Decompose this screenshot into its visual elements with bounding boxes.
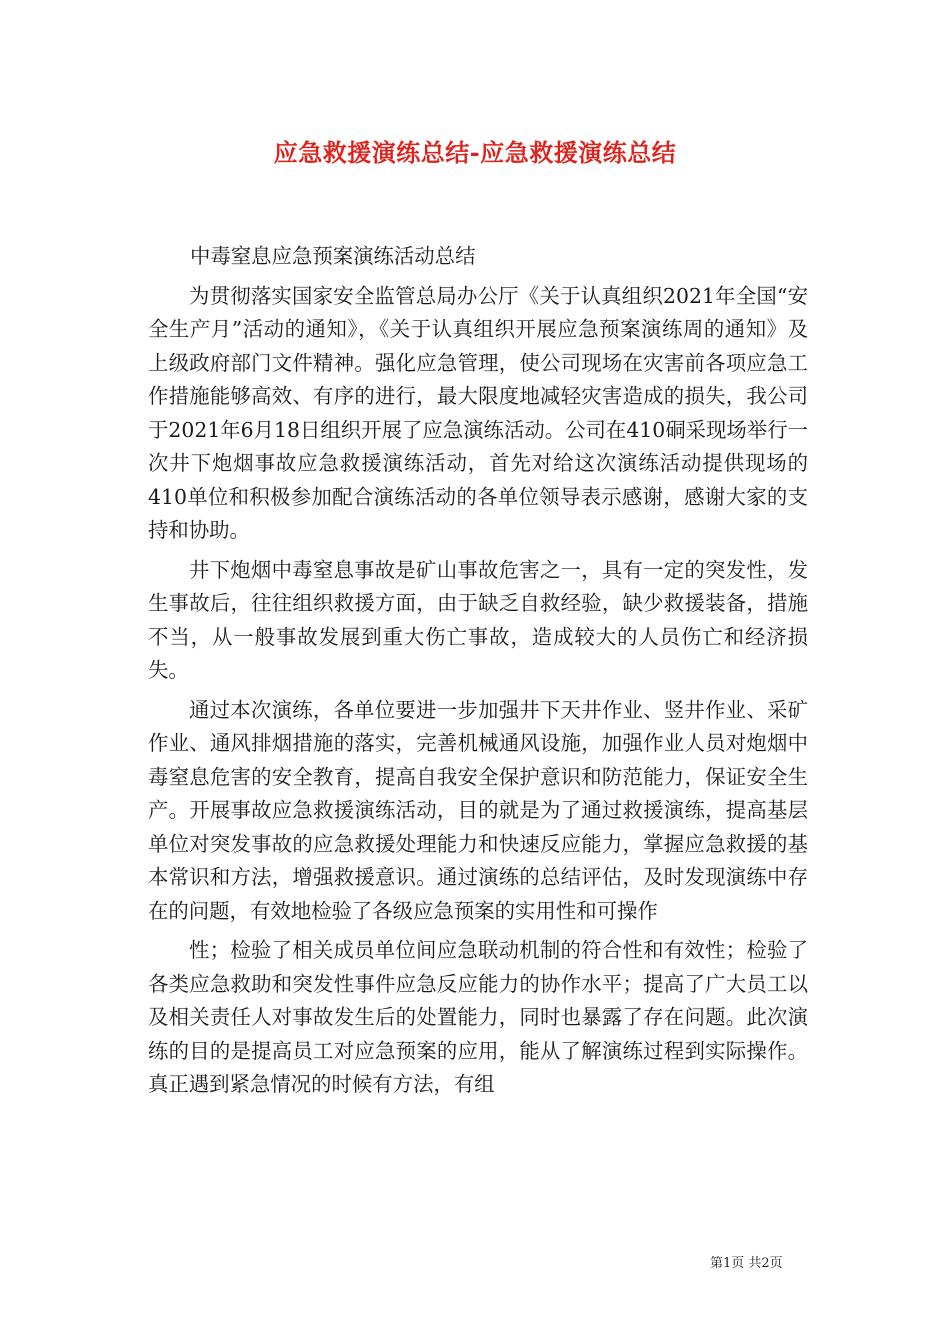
paragraph-3: 通过本次演练，各单位要进一步加强井下天井作业、竖井作业、采矿作业、通风排烟措施的落实，完善机械通风设施，加强作业人员对炮烟中毒窒息危害的安全教育，提高自我安全保护意识和防范能力，保证安全生产。开展事故应急救援演练活动，目的就是为了通过救援演练，提高基层单位对突发事故的应急救援处理能力和快速反应能力，掌握应急救援的基本常识和方法，增强救援意识。通过演练的总结评估，及时发现演练中存在的问题，有效地检验了各级应急预案的实用性和可操作 bbox=[148, 697, 808, 923]
paragraph-4: 性；检验了相关成员单位间应急联动机制的符合性和有效性；检验了各类应急救助和突发性事件应急反应能力的协作水平；提高了广大员工以及相关责任人对事故发生后的处置能力，同时也暴露了存在问题。此次演练的目的是提高员工对应急预案的应用，能从了解演练过程到实际操作。真正遇到紧急情况的时候有方法，有组 bbox=[148, 938, 808, 1096]
document-title: 应急救援演练总结-应急救援演练总结 bbox=[273, 138, 677, 167]
paragraph-1: 为贯彻落实国家安全监管总局办公厅《关于认真组织2021年全国“安全生产月”活动的通知》，《关于认真组织开展应急预案演练周的通知》及上级政府部门文件精神。强化应急管理，使公司现场在灾害前各项应急工作措施能够高效、有序的进行，最大限度地减轻灾害造成的损失，我公司于2021年6月18日组织开展了应急演练活动。公司在410硐采现场举行一次井下炮烟事故应急救援演练活动，首先对给这次演练活动提供现场的410单位和积极参加配合演练活动的各单位领导表示感谢，感谢大家的支持和协助。 bbox=[148, 283, 808, 542]
page-number: 第1页 共2页 bbox=[710, 1256, 783, 1271]
document-subtitle: 中毒窒息应急预案演练活动总结 bbox=[190, 244, 476, 268]
paragraph-2: 井下炮烟中毒窒息事故是矿山事故危害之一，具有一定的突发性，发生事故后，往往组织救援方面，由于缺乏自救经验，缺少救援装备，措施不当，从一般事故发展到重大伤亡事故，造成较大的人员伤亡和经济损失。 bbox=[148, 557, 808, 682]
document-body bbox=[148, 240, 808, 1108]
